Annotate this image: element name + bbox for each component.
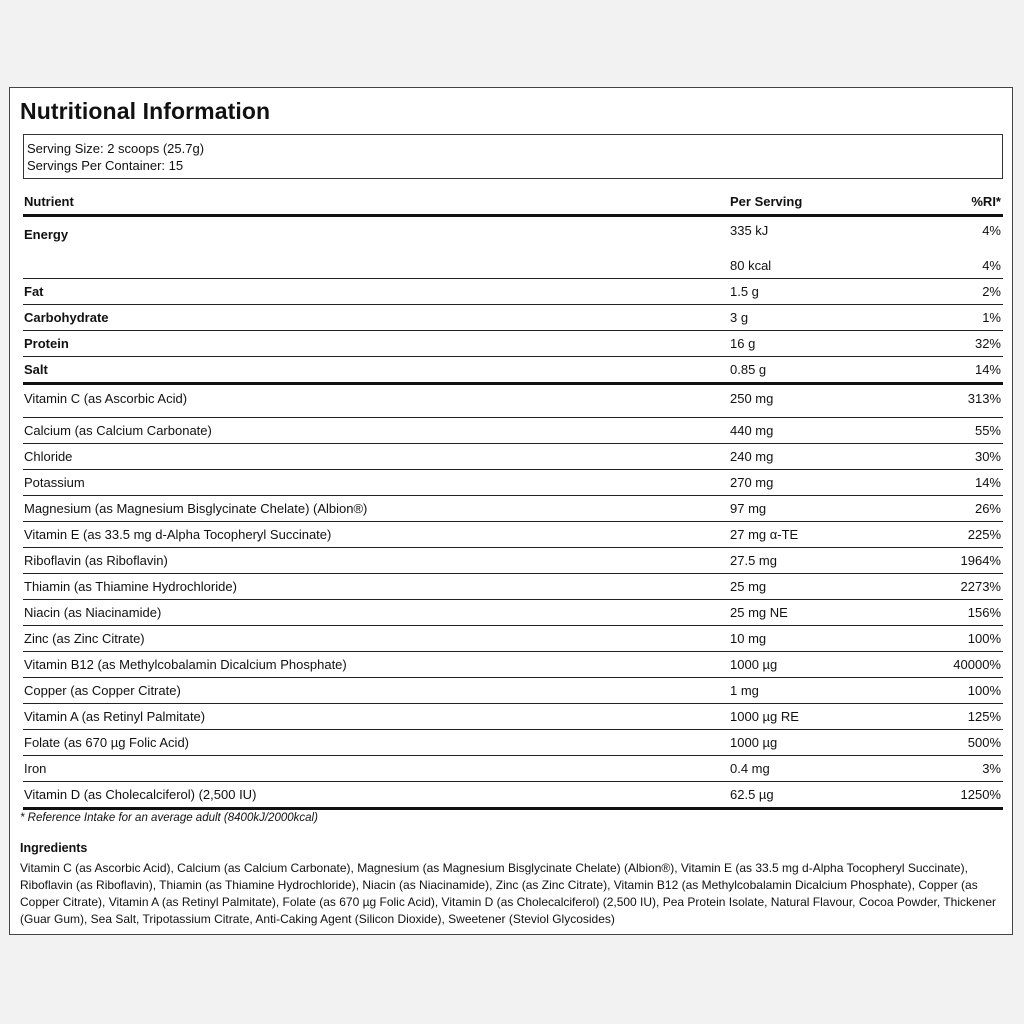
nutrient-amount: 27 mg α-TE xyxy=(729,522,920,548)
nutrient-name: Protein xyxy=(23,331,729,357)
table-row xyxy=(23,652,1003,678)
nutrient-amount: 0.4 mg xyxy=(729,756,920,782)
table-header-row xyxy=(23,188,1003,216)
nutrient-amount: 10 mg xyxy=(729,626,920,652)
ingredients-text: Vitamin C (as Ascorbic Acid), Calcium (as Calcium Carbonate), Magnesium (as Magnesium Bisglycinate Chelate) (Albion®), Vitamin E (as 33.5 mg d-Alpha Tocopheryl Succinate), Riboflavin (as Riboflavin), Thiamin (as Thiamine Hydrochloride), Niacin (as Niacinamide), Zinc (as Zinc Citrate), Vitamin B12 (as Methylcobalamin Dicalcium Phosphate), Copper (as Copper Citrate), Vitamin A (as Retinyl Palmitate), Folate (as 670 µg Folic Acid), Vitamin D (as Cholecalciferol) (2,500 IU), Pea Protein Isolate, Natural Flavour, Cocoa Powder, Thickener (Guar Gum), Sea Salt, Tripotassium Citrate, Anti-Caking Agent (Silicon Dioxide), Sweetener (Steviol Glycosides) xyxy=(20,861,997,926)
nutrient-amount: 240 mg xyxy=(729,444,920,470)
nutrient-name: Zinc (as Zinc Citrate) xyxy=(23,626,729,652)
table-row xyxy=(23,730,1003,756)
nutrient-amount: 335 kJ xyxy=(730,223,769,238)
nutrient-amount: 80 kcal xyxy=(729,253,920,279)
nutrient-name: Folate (as 670 µg Folic Acid) xyxy=(23,730,729,756)
nutrient-name: Carbohydrate xyxy=(23,305,729,331)
nutrient-ri: 14% xyxy=(920,470,1003,496)
nutrient-ri: 125% xyxy=(920,704,1003,730)
nutrient-ri: 4% xyxy=(920,253,1003,279)
nutrient-amount: 1 mg xyxy=(729,678,920,704)
nutrient-name: Thiamin (as Thiamine Hydrochloride) xyxy=(23,574,729,600)
table-row xyxy=(23,522,1003,548)
nutrition-table xyxy=(23,188,1003,810)
table-row xyxy=(23,704,1003,730)
table-row xyxy=(23,216,1003,254)
nutrient-ri: 225% xyxy=(920,522,1003,548)
nutrient-amount: 25 mg NE xyxy=(729,600,920,626)
nutrient-ri: 40000% xyxy=(920,652,1003,678)
table-row xyxy=(23,678,1003,704)
nutrient-ri: 313% xyxy=(920,384,1003,418)
nutrient-ri: 26% xyxy=(920,496,1003,522)
nutrient-amount: 440 mg xyxy=(729,418,920,444)
table-row xyxy=(23,600,1003,626)
nutrient-ri: 32% xyxy=(920,331,1003,357)
nutrient-ri: 14% xyxy=(920,357,1003,384)
nutrient-amount: 1.5 g xyxy=(729,279,920,305)
nutrient-name: Salt xyxy=(23,357,729,384)
nutrient-name xyxy=(23,253,729,279)
nutrient-name: Vitamin A (as Retinyl Palmitate) xyxy=(23,704,729,730)
table-row xyxy=(23,384,1003,418)
nutrient-ri: 156% xyxy=(920,600,1003,626)
nutrient-name: Calcium (as Calcium Carbonate) xyxy=(23,418,729,444)
nutrient-ri: 500% xyxy=(920,730,1003,756)
nutrient-ri: 4% xyxy=(982,223,1001,238)
nutrient-name: Riboflavin (as Riboflavin) xyxy=(23,548,729,574)
table-row xyxy=(23,496,1003,522)
table-row xyxy=(23,253,1003,279)
table-row xyxy=(23,548,1003,574)
nutrient-amount: 0.85 g xyxy=(729,357,920,384)
page-title: Nutritional Information xyxy=(20,98,271,124)
nutrient-amount: 62.5 µg xyxy=(729,782,920,809)
header-per-serving: Per Serving xyxy=(729,188,920,216)
nutrient-name: Chloride xyxy=(23,444,729,470)
nutrient-amount: 270 mg xyxy=(729,470,920,496)
nutrition-panel xyxy=(9,87,1013,935)
header-nutrient: Nutrient xyxy=(23,188,729,216)
nutrient-ri: 1964% xyxy=(920,548,1003,574)
table-row xyxy=(23,574,1003,600)
nutrient-ri: 30% xyxy=(920,444,1003,470)
nutrient-amount: 3 g xyxy=(729,305,920,331)
nutrient-ri: 2% xyxy=(920,279,1003,305)
table-row xyxy=(23,279,1003,305)
reference-intake-footnote: * Reference Intake for an average adult (8400kJ/2000kcal) xyxy=(20,812,318,824)
nutrient-ri: 55% xyxy=(920,418,1003,444)
nutrient-amount: 25 mg xyxy=(729,574,920,600)
serving-size: Serving Size: 2 scoops (25.7g) xyxy=(27,141,205,156)
nutrient-amount: 1000 µg xyxy=(729,730,920,756)
nutrient-name: Iron xyxy=(23,756,729,782)
nutrient-ri: 100% xyxy=(920,626,1003,652)
nutrient-ri: 100% xyxy=(920,678,1003,704)
nutrient-name: Niacin (as Niacinamide) xyxy=(23,600,729,626)
table-row xyxy=(23,305,1003,331)
nutrient-name: Fat xyxy=(23,279,729,305)
servings-per-container: Servings Per Container: 15 xyxy=(27,158,184,173)
nutrient-name: Magnesium (as Magnesium Bisglycinate Chelate) (Albion®) xyxy=(23,496,729,522)
table-row xyxy=(23,357,1003,384)
nutrient-amount: 1000 µg RE xyxy=(729,704,920,730)
nutrient-amount: 16 g xyxy=(729,331,920,357)
table-row xyxy=(23,331,1003,357)
table-row xyxy=(23,626,1003,652)
table-row xyxy=(23,470,1003,496)
table-row xyxy=(23,418,1003,444)
nutrient-amount: 27.5 mg xyxy=(729,548,920,574)
nutrient-amount: 1000 µg xyxy=(729,652,920,678)
table-row xyxy=(23,756,1003,782)
nutrient-amount: 250 mg xyxy=(729,384,920,418)
serving-info-box xyxy=(23,134,1003,179)
nutrient-ri: 1% xyxy=(920,305,1003,331)
nutrient-name: Energy xyxy=(24,227,69,242)
table-row xyxy=(23,782,1003,809)
nutrient-amount: 97 mg xyxy=(729,496,920,522)
header-ri: %RI* xyxy=(920,188,1003,216)
table-row xyxy=(23,444,1003,470)
nutrient-name: Copper (as Copper Citrate) xyxy=(23,678,729,704)
nutrient-ri: 3% xyxy=(920,756,1003,782)
nutrient-name: Potassium xyxy=(23,470,729,496)
nutrient-name: Vitamin B12 (as Methylcobalamin Dicalcium Phosphate) xyxy=(23,652,729,678)
ingredients-heading: Ingredients xyxy=(20,841,88,855)
nutrient-name: Vitamin E (as 33.5 mg d-Alpha Tocopheryl Succinate) xyxy=(23,522,729,548)
nutrient-ri: 2273% xyxy=(920,574,1003,600)
nutrient-name: Vitamin D (as Cholecalciferol) (2,500 IU) xyxy=(23,782,729,809)
nutrient-name: Vitamin C (as Ascorbic Acid) xyxy=(23,384,729,418)
nutrient-ri: 1250% xyxy=(920,782,1003,809)
